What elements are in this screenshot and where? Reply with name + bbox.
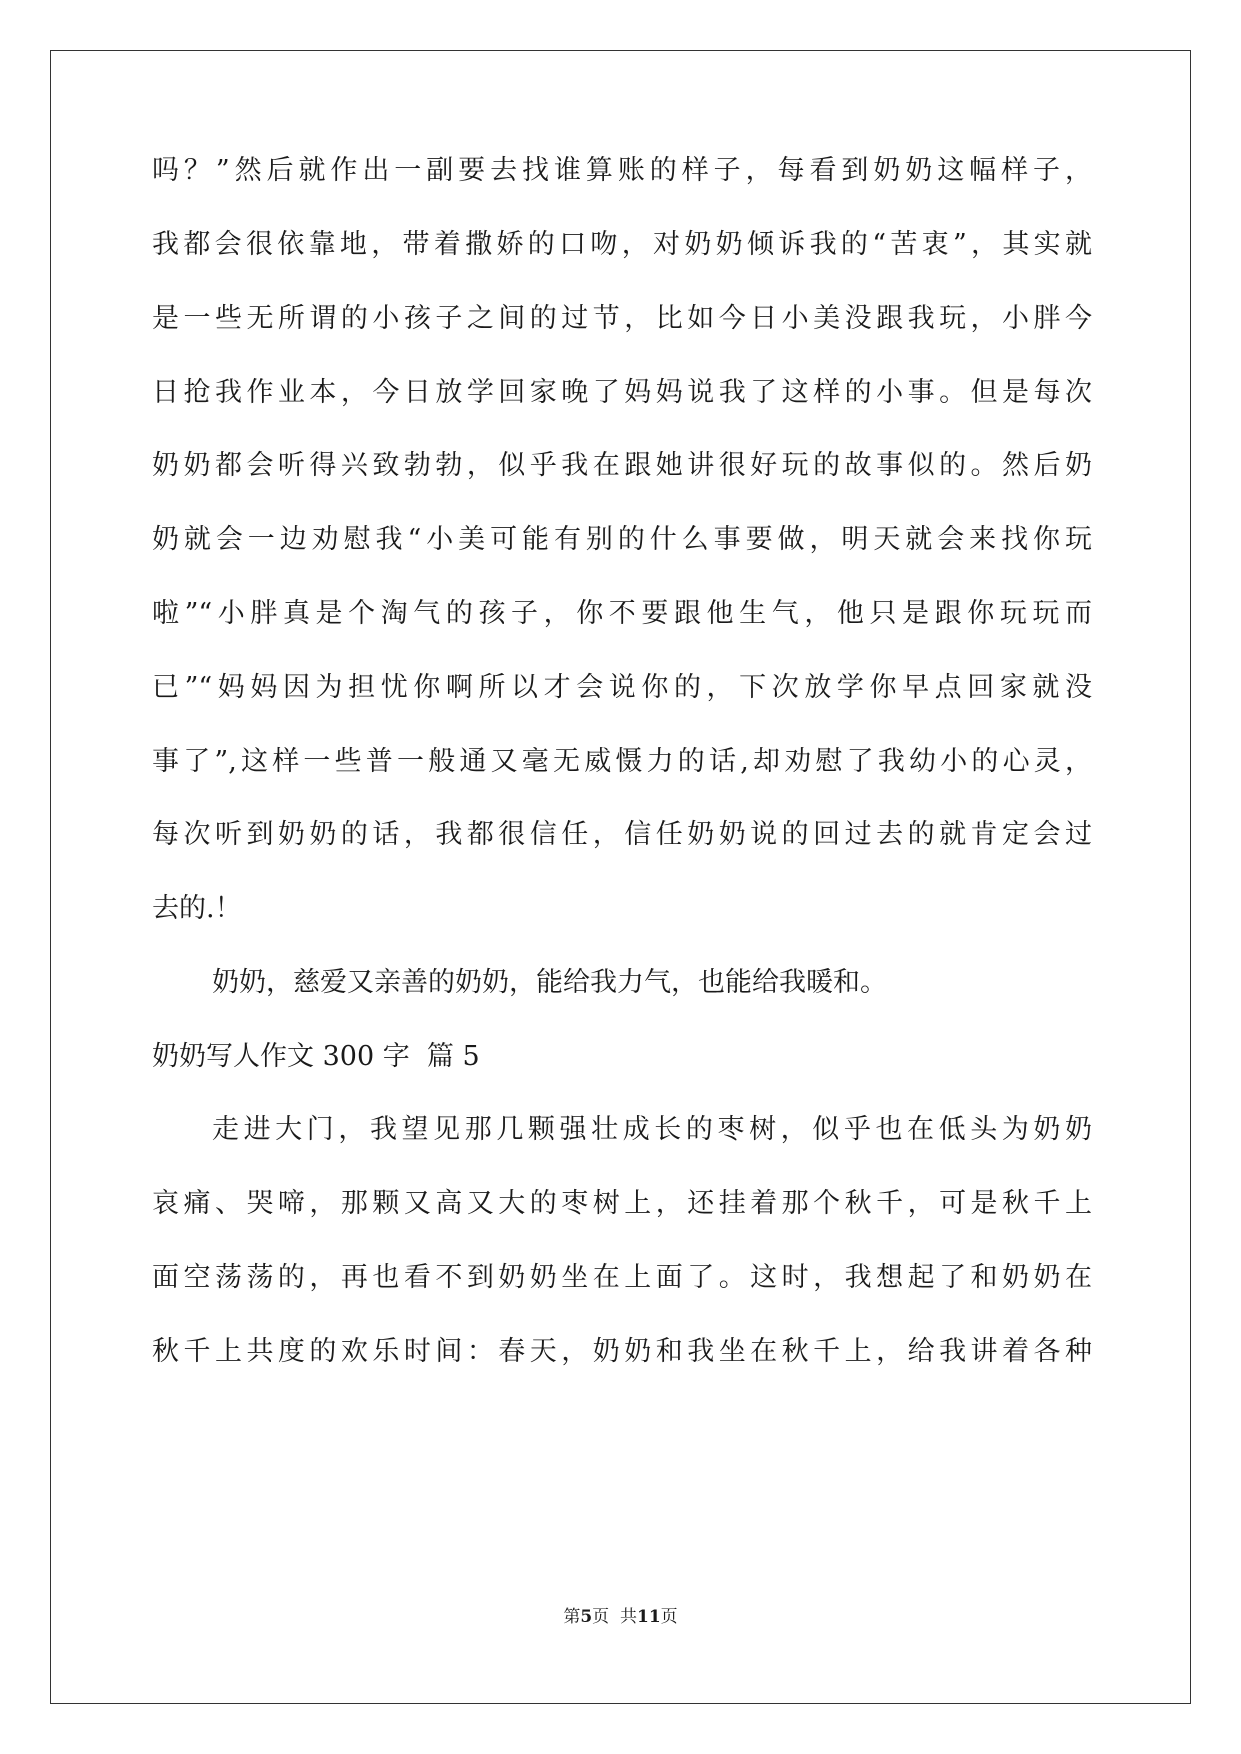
text-line: 吗？”然后就作出一副要去找谁算账的样子，每看到奶奶这幅样子，	[152, 155, 1092, 186]
text-line: 每次听到奶奶的话，我都很信任，信任奶奶说的回过去的就肯定会过	[152, 819, 1092, 850]
text-line: 我都会很依靠地，带着撒娇的口吻，对奶奶倾诉我的“苦衷”，其实就	[152, 229, 1092, 260]
text-line: 奶奶都会听得兴致勃勃，似乎我在跟她讲很好玩的故事似的。然后奶	[152, 450, 1092, 481]
footer-mid: 页 共	[592, 1607, 637, 1627]
text-line: 事了”,这样一些普一般通又毫无威慑力的话,却劝慰了我幼小的心灵，	[152, 746, 1092, 777]
text-line: 去的.！	[152, 893, 242, 924]
text-line: 秋千上共度的欢乐时间：春天，奶奶和我坐在秋千上，给我讲着各种	[152, 1336, 1092, 1367]
footer-prefix: 第	[563, 1607, 581, 1627]
text-line: 是一些无所谓的小孩子之间的过节，比如今日小美没跟我玩，小胖今	[152, 303, 1092, 334]
footer-total-pages: 11	[636, 1607, 661, 1627]
text-line: 哀痛、哭啼，那颗又高又大的枣树上，还挂着那个秋千，可是秋千上	[152, 1188, 1092, 1219]
footer-page-number: 5	[580, 1607, 593, 1627]
closing-paragraph: 奶奶，慈爱又亲善的奶奶，能给我力气，也能给我暖和。	[212, 967, 887, 998]
text-line: 日抢我作业本，今日放学回家晚了妈妈说我了这样的小事。但是每次	[152, 377, 1092, 408]
text-line: 啦”“小胖真是个淘气的孩子，你不要跟他生气，他只是跟你玩玩而	[152, 598, 1092, 629]
footer-suffix: 页	[660, 1607, 678, 1627]
text-line: 奶就会一边劝慰我“小美可能有别的什么事要做，明天就会来找你玩	[152, 524, 1092, 555]
text-line: 面空荡荡的，再也看不到奶奶坐在上面了。这时，我想起了和奶奶在	[152, 1262, 1092, 1293]
page-footer	[0, 1605, 1241, 1629]
text-line: 走进大门，我望见那几颗强壮成长的枣树，似乎也在低头为奶奶	[212, 1114, 1092, 1145]
section-heading: 奶奶写人作文 300 字 篇 5	[152, 1041, 480, 1072]
text-line: 已”“妈妈因为担忧你啊所以才会说你的，下次放学你早点回家就没	[152, 672, 1092, 703]
